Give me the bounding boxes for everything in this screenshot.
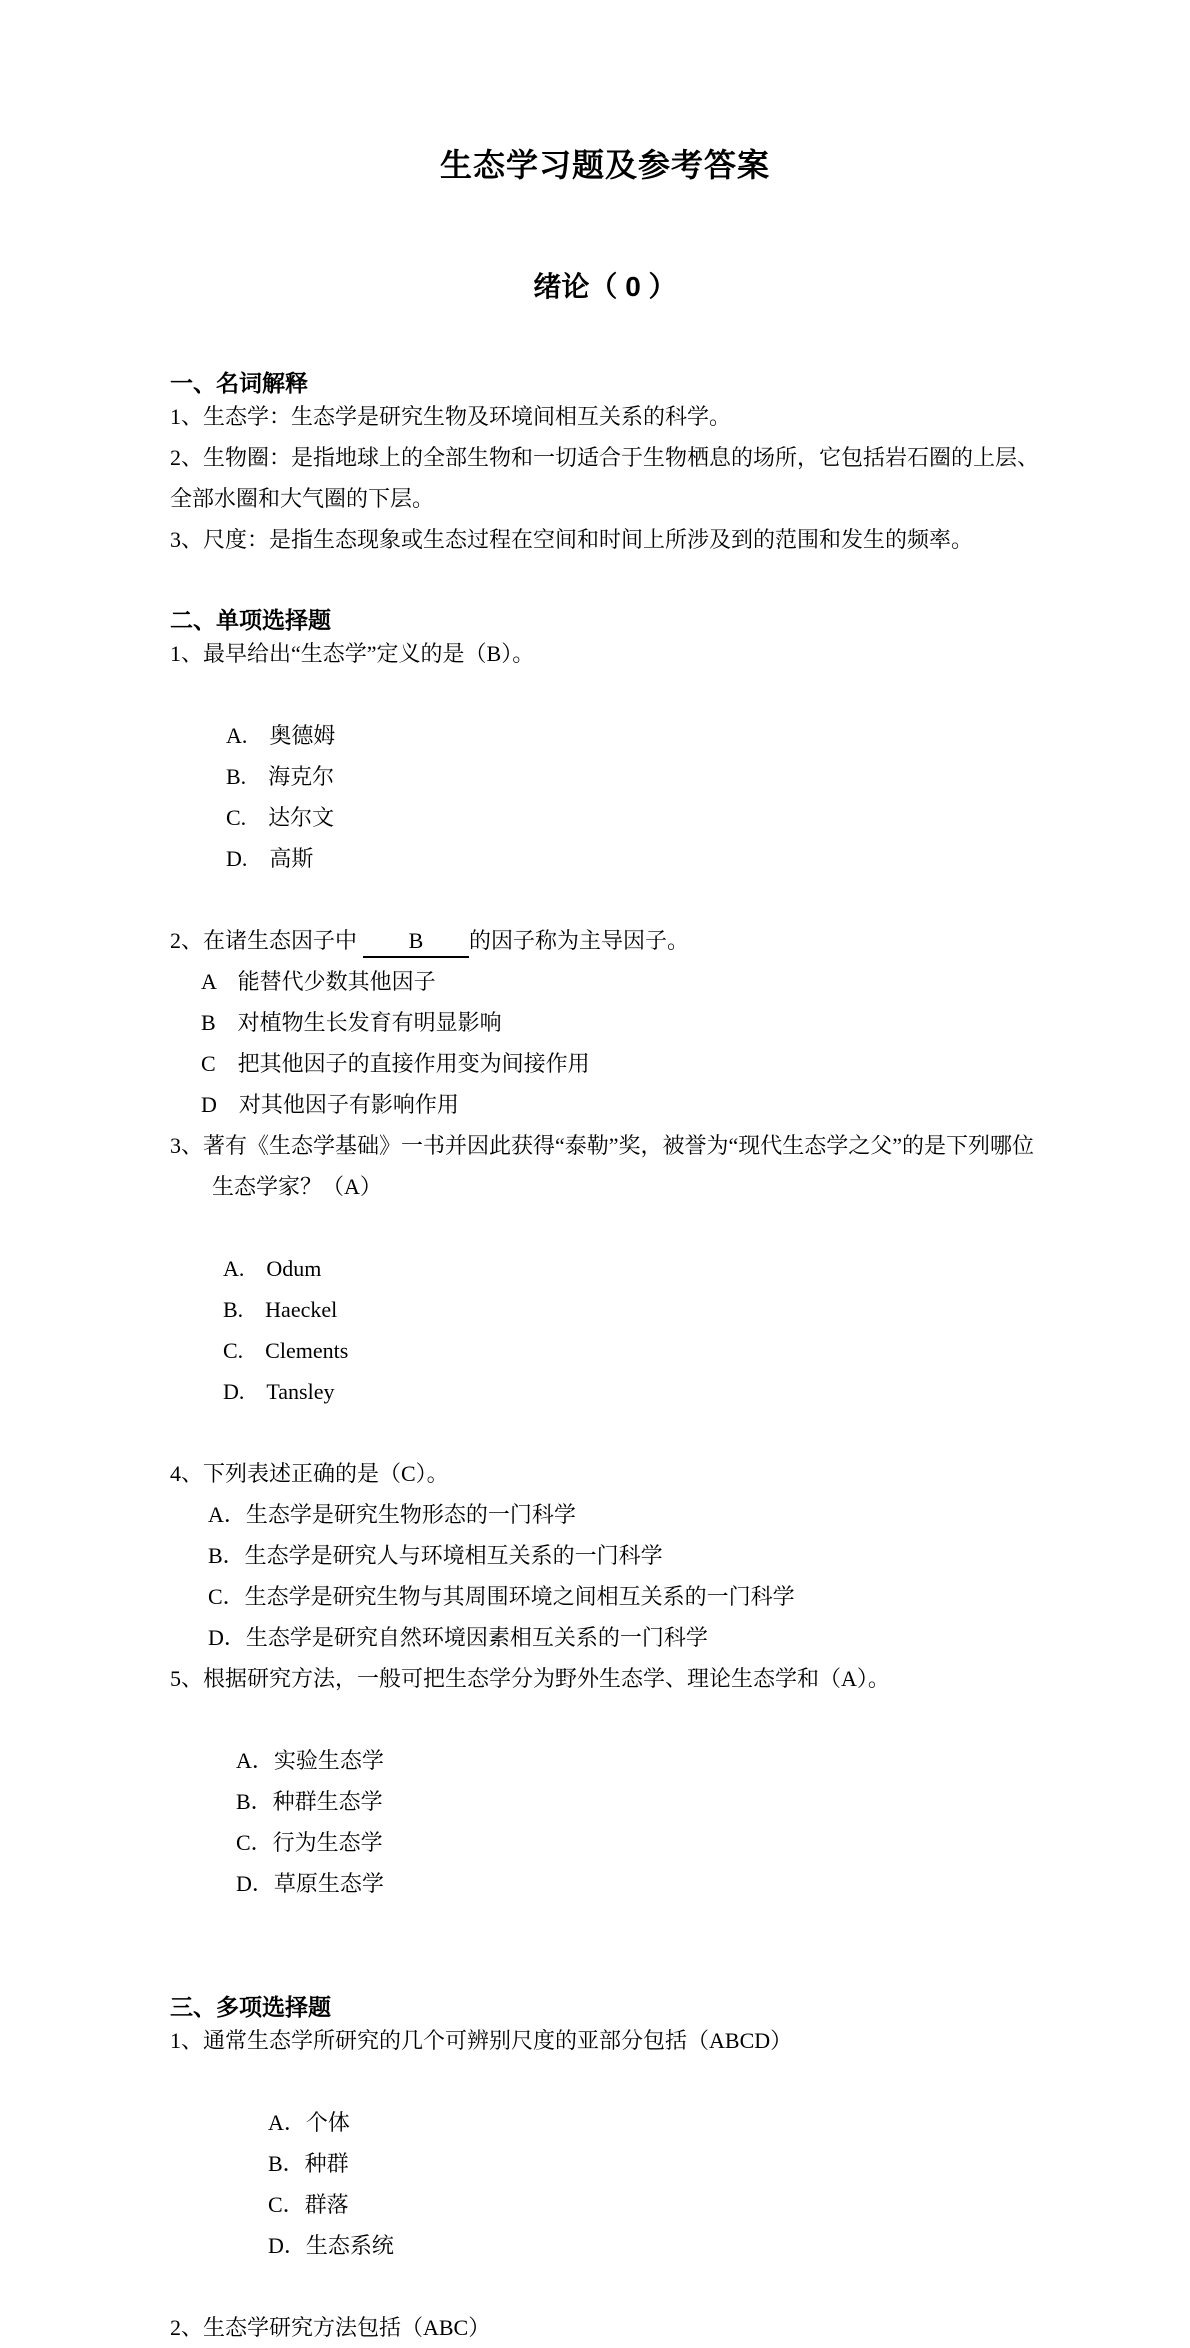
option-sc2-d: D 对其他因子有影响作用 [201, 1092, 459, 1117]
chapter-heading: 绪论（ 0 ） [533, 271, 677, 302]
option-sc1-a: A. 奥德姆 [226, 723, 336, 748]
question-stem-sc2-suffix: 的因子称为主导因子。 [469, 928, 690, 953]
option-mc1-d: D．生态系统 [268, 2233, 394, 2258]
question-stem-sc2 [170, 920, 1040, 961]
option-row-sc3 [170, 1207, 1040, 1453]
option-sc3-a: A. Odum [223, 1256, 322, 1281]
option-row-mc1 [170, 2061, 1040, 2307]
section-heading-definitions: 一、名词解释 [170, 370, 308, 396]
option-sc5-c: C．行为生态学 [236, 1830, 383, 1855]
option-sc2-c: C 把其他因子的直接作用变为间接作用 [201, 1051, 590, 1076]
option-row-sc5 [170, 1699, 1040, 1945]
option-sc3-b: B. Haeckel [223, 1297, 338, 1322]
option-sc2-b: B 对植物生长发育有明显影响 [201, 1010, 502, 1035]
option-sc5-b: B．种群生态学 [236, 1789, 383, 1814]
option-sc5-d: D．草原生态学 [236, 1871, 384, 1896]
question-stem-sc1: 1、最早给出“生态学”定义的是（B）。 [170, 641, 535, 666]
question-stem-sc3-line-2: 生态学家？（A） [212, 1174, 382, 1199]
option-sc1-b: B. 海克尔 [226, 764, 335, 789]
option-sc1-d: D. 高斯 [226, 846, 314, 871]
question-stem-mc1: 1、通常生态学所研究的几个可辨别尺度的亚部分包括（ABCD） [170, 2028, 793, 2053]
question-stem-sc5: 5、根据研究方法，一般可把生态学分为野外生态学、理论生态学和（A）。 [170, 1666, 890, 1691]
option-sc4-c: C．生态学是研究生物与其周围环境之间相互关系的一门科学 [208, 1584, 795, 1609]
answer-blank: B [363, 926, 469, 958]
definition-item-3: 3、尺度：是指生态现象或生态过程在空间和时间上所涉及到的范围和发生的频率。 [170, 527, 974, 552]
section-heading-multi-choice: 三、多项选择题 [170, 1994, 331, 2020]
option-row-sc1 [170, 674, 1040, 920]
option-mc1-b: B．种群 [268, 2151, 349, 2176]
option-sc2-a: A 能替代少数其他因子 [201, 969, 436, 994]
option-sc3-d: D. Tansley [223, 1379, 335, 1404]
option-sc4-a: A．生态学是研究生物形态的一门科学 [208, 1502, 576, 1527]
doc-title: 生态学习题及参考答案 [439, 147, 770, 183]
definition-item-1: 1、生态学：生态学是研究生物及环境间相互关系的科学。 [170, 404, 732, 429]
question-stem-sc4: 4、下列表述正确的是（C）。 [170, 1461, 449, 1486]
definition-item-2-line-2: 全部水圈和大气圈的下层。 [170, 486, 435, 511]
question-stem-sc2-prefix: 2、在诸生态因子中 [170, 928, 358, 953]
option-sc3-c: C. Clements [223, 1338, 349, 1363]
option-sc4-b: B．生态学是研究人与环境相互关系的一门科学 [208, 1543, 663, 1568]
section-heading-single-choice: 二、单项选择题 [170, 607, 331, 633]
definition-item-2-line-1: 2、生物圈：是指地球上的全部生物和一切适合于生物栖息的场所，它包括岩石圈的上层、 [170, 445, 1040, 470]
question-stem-mc2: 2、生态学研究方法包括（ABC） [170, 2315, 491, 2340]
option-mc1-c: C．群落 [268, 2192, 349, 2217]
question-stem-sc3-line-1: 3、著有《生态学基础》一书并因此获得“泰勒”奖，被誉为“现代生态学之父”的是下列哪位 [170, 1133, 1035, 1158]
option-sc5-a: A．实验生态学 [236, 1748, 384, 1773]
option-sc1-c: C. 达尔文 [226, 805, 335, 830]
option-sc4-d: D．生态学是研究自然环境因素相互关系的一门科学 [208, 1625, 708, 1650]
option-mc1-a: A．个体 [268, 2110, 350, 2135]
